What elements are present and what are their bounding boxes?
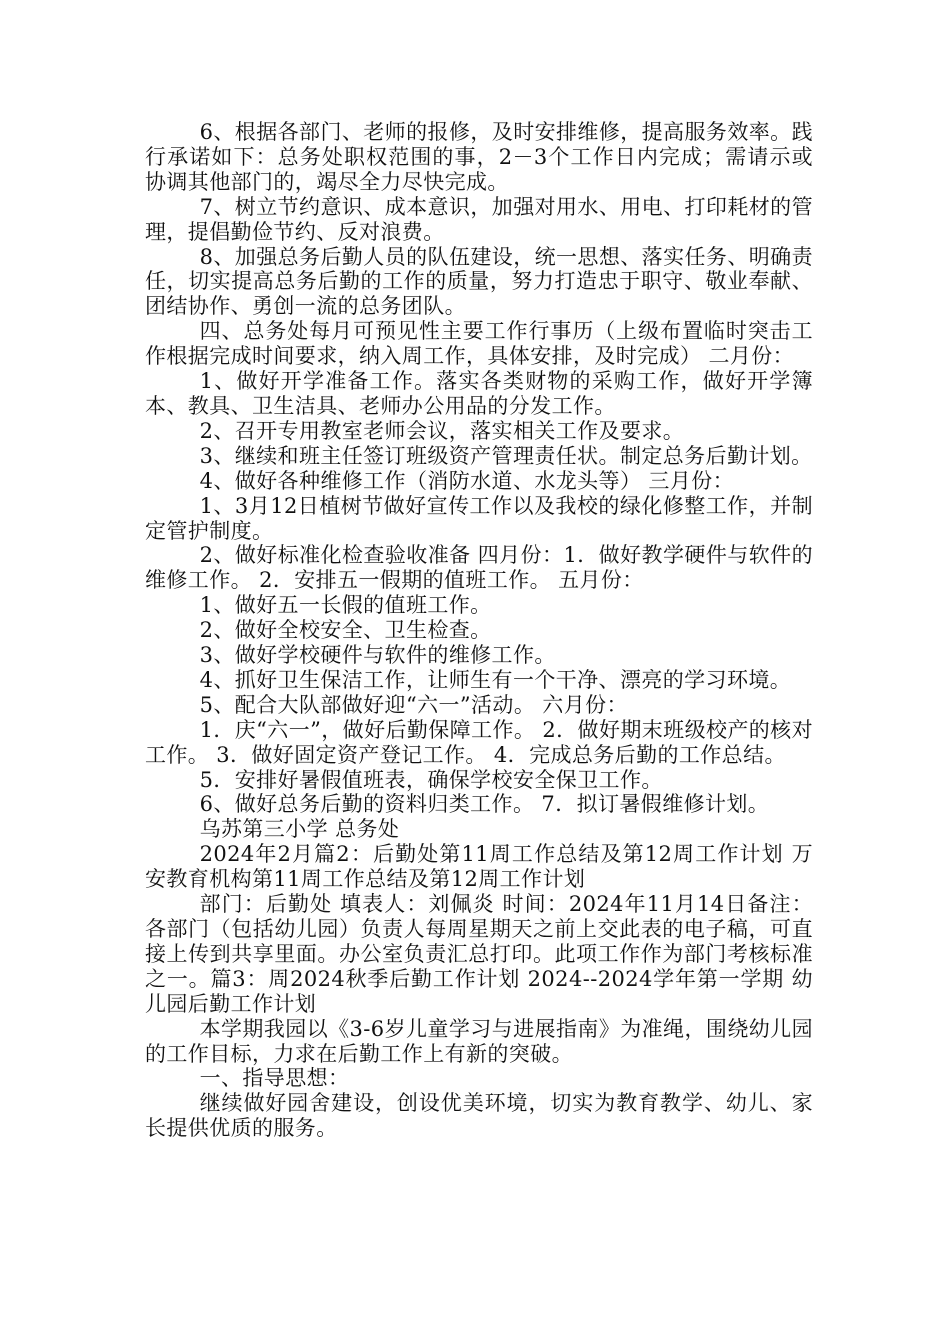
paragraph: 2024年2月篇2：后勤处第11周工作总结及第12周工作计划 万安教育机构第11周工作总结及第12周工作计划	[145, 842, 813, 892]
paragraph: 2、做好全校安全、卫生检查。	[199, 618, 492, 643]
paragraph: 2、召开专用教室老师会议，落实相关工作及要求。	[199, 418, 685, 443]
paragraph: 本学期我园以《3-6岁儿童学习与进展指南》为准绳，围绕幼儿园的工作目标，力求在后勤工作上有新的突破。	[145, 1016, 813, 1066]
paragraph: 3、继续和班主任签订班级资产管理责任状。制定总务后勤计划。	[199, 443, 813, 468]
paragraph: 7、树立节约意识、成本意识，加强对用水、用电、打印耗材的管理，提倡勤俭节约、反对浪费。	[145, 194, 813, 244]
section-heading: 一、指导思想：	[199, 1066, 350, 1091]
paragraph: 1．庆“六一”，做好后勤保障工作。 2．做好期末班级校产的核对工作。 3．做好固定资产登记工作。 4．完成总务后勤的工作总结。	[145, 717, 813, 767]
paragraph: 1、做好开学准备工作。落实各类财物的采购工作，做好开学簿本、教具、卫生洁具、老师办公用品的分发工作。	[145, 369, 813, 418]
paragraph: 6、根据各部门、老师的报修，及时安排维修，提高服务效率。践行承诺如下：总务处职权范围的事，2－3个工作日内完成；需请示或协调其他部门的，竭尽全力尽快完成。	[145, 120, 813, 194]
paragraph: 5．安排好暑假值班表，确保学校安全保卫工作。	[199, 767, 663, 792]
signature-line: 乌苏第三小学 总务处	[199, 817, 400, 842]
paragraph: 4、抓好卫生保洁工作，让师生有一个干净、漂亮的学习环境。	[199, 667, 792, 692]
document-body	[145, 120, 813, 1141]
paragraph: 部门：后勤处 填表人：刘佩炎 时间：2024年11月14日备注：各部门（包括幼儿园）负责人每周星期天之前上交此表的电子稿，可直接上传到共享里面。办公室负责汇总打印。此项工作作为部门考核标准之一。篇3：周2024秋季后勤工作计划 2024--2024学年第一学期 幼儿园后勤工作计划	[145, 892, 813, 1016]
paragraph: 6、做好总务后勤的资料归类工作。 7．拟订暑假维修计划。	[199, 792, 770, 817]
paragraph: 3、做好学校硬件与软件的维修工作。	[199, 643, 556, 668]
paragraph: 8、加强总务后勤人员的队伍建设，统一思想、落实任务、明确责任，切实提高总务后勤的工作的质量，努力打造忠于职守、敬业奉献、团结协作、勇创一流的总务团队。	[145, 244, 813, 319]
paragraph: 5、配合大队部做好迎“六一”活动。 六月份：	[199, 692, 628, 717]
paragraph: 继续做好园舍建设，创设优美环境，切实为教育教学、幼儿、家长提供优质的服务。	[145, 1091, 813, 1141]
paragraph: 4、做好各种维修工作（消防水道、水龙头等） 三月份：	[199, 468, 735, 493]
paragraph: 2、做好标准化检查验收准备 四月份：1．做好教学硬件与软件的维修工作。 2．安排五一假期的值班工作。 五月份：	[145, 543, 813, 593]
paragraph: 1、做好五一长假的值班工作。	[199, 593, 492, 618]
section-heading: 四、总务处每月可预见性主要工作行事历（上级布置临时突击工作根据完成时间要求，纳入周工作，具体安排，及时完成） 二月份：	[145, 319, 813, 369]
paragraph: 1、3月12日植树节做好宣传工作以及我校的绿化修整工作，并制定管护制度。	[145, 493, 813, 543]
